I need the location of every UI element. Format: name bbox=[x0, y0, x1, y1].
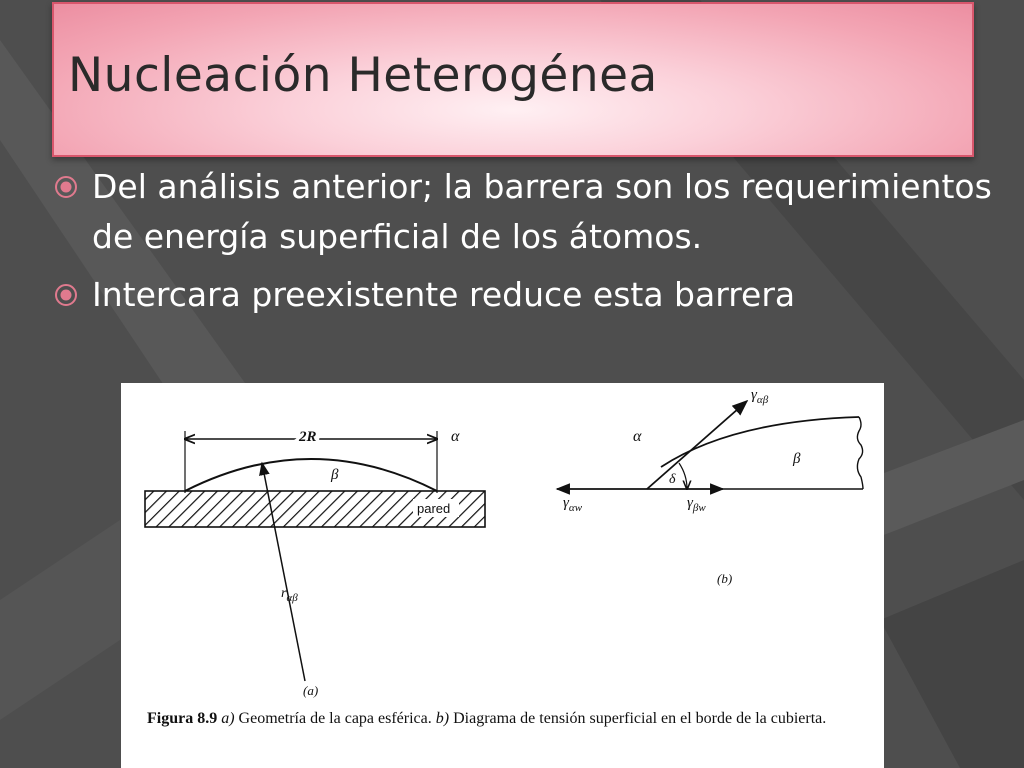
alpha-label-a: α bbox=[451, 428, 460, 445]
caption-part-b: Diagrama de tensión superficial en el borde de la cubierta. bbox=[453, 710, 827, 727]
gamma-alpha-beta-label: $\gamma_{\alpha\beta}$ bbox=[751, 387, 769, 406]
gamma-beta-w-label: $\gamma_{\beta w}$ bbox=[687, 495, 706, 514]
caption-marker-b: b) bbox=[435, 710, 450, 727]
spherical-cap-diagram bbox=[121, 383, 884, 703]
gamma-alpha-w-label: $\gamma_{\alpha w}$ bbox=[563, 495, 583, 514]
figure-caption bbox=[147, 709, 867, 728]
bullet-text: Del análisis anterior; la barrera son los requerimientos de energía superficial de los átomos. bbox=[92, 167, 992, 256]
delta-label: δ bbox=[669, 472, 676, 487]
caption-part-a: Geometría de la capa esférica. bbox=[238, 710, 432, 727]
circle-bullet-icon bbox=[54, 283, 78, 307]
panel-b-label: (b) bbox=[717, 571, 733, 586]
bullet-item bbox=[52, 162, 992, 262]
wall-label: pared bbox=[417, 501, 451, 516]
title-banner bbox=[52, 2, 974, 157]
radius-label: $r_{\alpha\beta}$ bbox=[281, 586, 298, 604]
caption-figure-label: Figura 8.9 bbox=[147, 710, 218, 727]
bullet-text: Intercara preexistente reduce esta barrera bbox=[92, 275, 796, 314]
panel-a bbox=[145, 428, 485, 698]
panel-b bbox=[557, 387, 863, 586]
slide-title: Nucleación Heterogénea bbox=[68, 48, 658, 103]
two-r-label: 2R bbox=[299, 429, 317, 445]
beta-label-a: β bbox=[331, 467, 339, 483]
alpha-label-b: α bbox=[633, 428, 642, 445]
caption-marker-a: a) bbox=[221, 710, 235, 727]
bullet-list bbox=[52, 162, 992, 320]
bullet-item bbox=[52, 270, 992, 320]
circle-bullet-icon bbox=[54, 175, 78, 199]
panel-a-label: (a) bbox=[303, 683, 319, 698]
figure-panel bbox=[121, 383, 884, 768]
beta-label-b: β bbox=[793, 451, 801, 467]
